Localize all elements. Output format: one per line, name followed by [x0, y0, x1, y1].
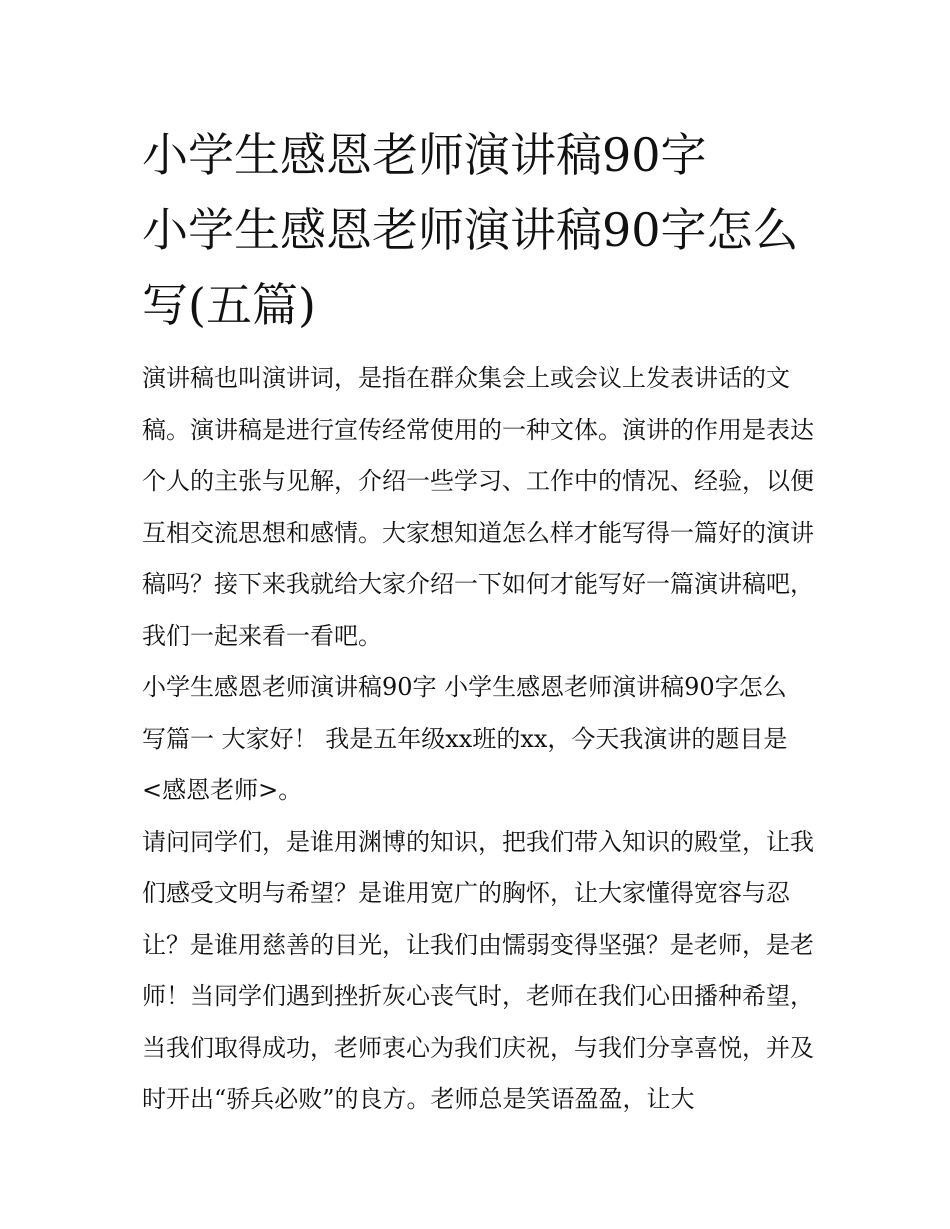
title-line-2: 小学生感恩老师演讲稿90字怎么写(五篇)	[142, 203, 799, 332]
title-line-1: 小学生感恩老师演讲稿90字	[142, 128, 707, 182]
intro-paragraph: 演讲稿也叫演讲词，是指在群众集会上或会议上发表讲话的文稿。演讲稿是进行宣传经常使用的一种文体。演讲的作用是表达个人的主张与见解，介绍一些学习、工作中的情况、经验，以便互相交流思想和感情。大家想知道怎么样才能写得一篇好的演讲稿吗？接下来我就给大家介绍一下如何才能写好一篇演讲稿吧，我们一起来看一看吧。	[142, 364, 814, 650]
document-page	[142, 118, 814, 1126]
document-title	[142, 118, 814, 343]
body-paragraph: 请问同学们，是谁用渊博的知识，把我们带入知识的殿堂，让我们感受文明与希望？是谁用宽广的胸怀，让大家懂得宽容与忍让？是谁用慈善的目光，让我们由懦弱变得坚强？是老师，是老师！当同学们遇到挫折灰心丧气时，老师在我们心田播种希望，当我们取得成功，老师衷心为我们庆祝，与我们分享喜悦，并及时开出“骄兵必败”的良方。老师总是笑语盈盈，让大	[142, 827, 814, 1113]
section-heading-paragraph: 小学生感恩老师演讲稿90字 小学生感恩老师演讲稿90字怎么写篇一 大家好！ 我是五年级xx班的xx，今天我演讲的题目是<感恩老师>。	[142, 673, 788, 804]
